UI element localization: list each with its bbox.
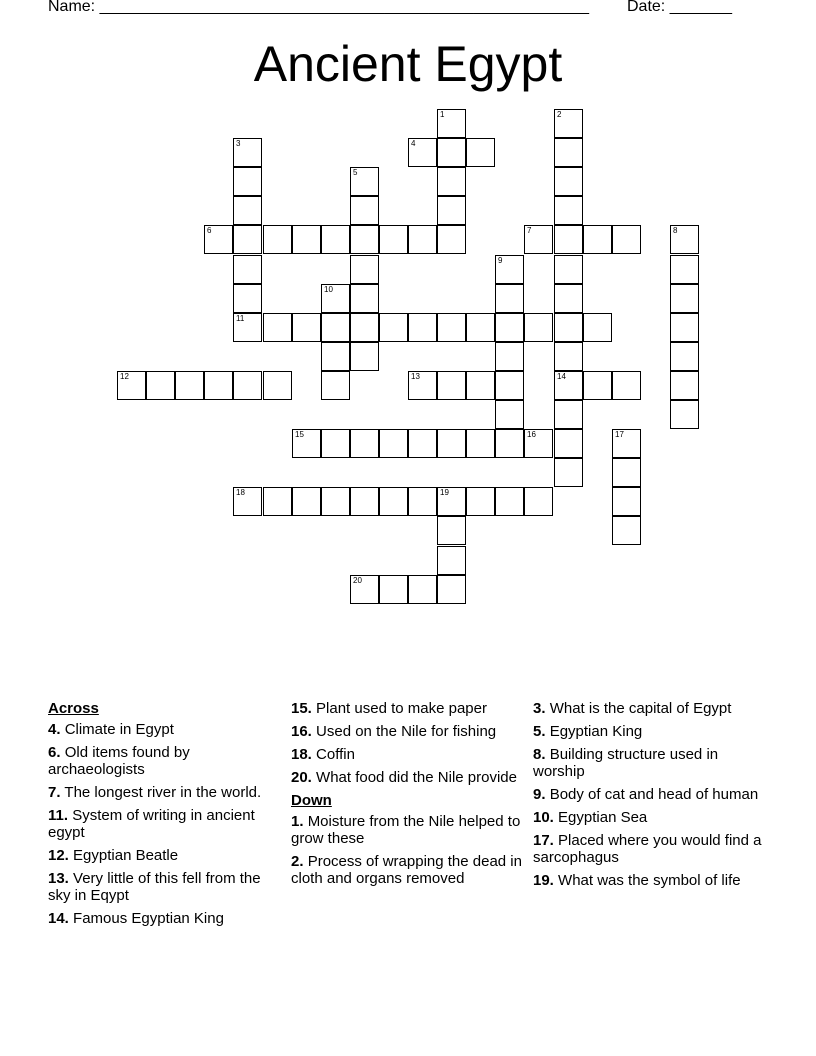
grid-cell[interactable]: [233, 371, 262, 400]
clue-number-label: 1.: [291, 813, 304, 830]
clue-text: Used on the Nile for fishing: [316, 723, 497, 740]
grid-cell[interactable]: [612, 516, 641, 545]
grid-cell[interactable]: [233, 196, 262, 225]
clue-number-label: 9.: [533, 786, 546, 803]
grid-cell[interactable]: [554, 138, 583, 167]
grid-cell[interactable]: [524, 429, 553, 458]
grid-cell[interactable]: [554, 196, 583, 225]
grid-cell[interactable]: [437, 196, 466, 225]
grid-cell[interactable]: [204, 225, 233, 254]
clue-number: 14: [557, 372, 566, 381]
clue-text: Famous Egyptian King: [73, 910, 224, 927]
grid-cell[interactable]: [612, 429, 641, 458]
clue-across-14: [48, 910, 280, 927]
grid-cell[interactable]: [321, 225, 350, 254]
grid-cell[interactable]: [321, 429, 350, 458]
name-line: _______________________________________________________: [99, 0, 589, 15]
clue-number: 11: [236, 314, 245, 323]
clue-number: 13: [411, 372, 420, 381]
grid-cell[interactable]: [350, 342, 379, 371]
clue-text: What food did the Nile provide: [316, 769, 517, 786]
grid-cell[interactable]: [263, 487, 292, 516]
grid-cell[interactable]: [554, 429, 583, 458]
clue-text: Body of cat and head of human: [549, 786, 759, 803]
grid-cell[interactable]: [466, 138, 495, 167]
clue-number-label: 11.: [48, 807, 69, 824]
grid-cell[interactable]: [204, 371, 233, 400]
clue-number-label: 14.: [48, 910, 69, 927]
grid-cell[interactable]: [321, 313, 350, 342]
clue-number-label: 20.: [291, 769, 312, 786]
grid-cell[interactable]: [554, 313, 583, 342]
grid-cell[interactable]: [554, 342, 583, 371]
grid-cell[interactable]: [437, 575, 466, 604]
clue-down-8: [533, 746, 765, 780]
grid-cell[interactable]: [670, 255, 699, 284]
clue-down-9: [533, 786, 765, 803]
grid-cell[interactable]: [583, 313, 612, 342]
grid-cell[interactable]: [554, 255, 583, 284]
grid-cell[interactable]: [437, 487, 466, 516]
grid-cell[interactable]: [612, 487, 641, 516]
clue-number: 4: [411, 139, 416, 148]
page-title: Ancient Egypt: [253, 36, 563, 92]
grid-cell[interactable]: [524, 487, 553, 516]
clue-down-1: [291, 813, 523, 847]
clue-number-label: 15.: [291, 700, 312, 717]
clue-text: System of writing in ancient egypt: [48, 807, 255, 841]
grid-cell[interactable]: [495, 400, 524, 429]
grid-cell[interactable]: [263, 225, 292, 254]
clue-number-label: 8.: [533, 746, 546, 763]
grid-cell[interactable]: [495, 313, 524, 342]
grid-cell[interactable]: [495, 487, 524, 516]
grid-cell[interactable]: [146, 371, 175, 400]
clue-across-15: [291, 700, 523, 717]
clue-text: The longest river in the world.: [64, 784, 262, 801]
clue-number-label: 3.: [533, 700, 546, 717]
grid-cell[interactable]: [495, 284, 524, 313]
clue-number-label: 7.: [48, 784, 61, 801]
grid-cell[interactable]: [612, 371, 641, 400]
clue-across-18: [291, 746, 523, 763]
grid-cell[interactable]: [233, 138, 262, 167]
clue-number: 5: [353, 168, 358, 177]
grid-cell[interactable]: [583, 225, 612, 254]
clue-number: 17: [615, 430, 624, 439]
grid-cell[interactable]: [437, 516, 466, 545]
grid-cell[interactable]: [321, 284, 350, 313]
clue-across-6: [48, 744, 280, 778]
clue-number: 2: [557, 110, 562, 119]
grid-cell[interactable]: [437, 109, 466, 138]
grid-cell[interactable]: [554, 284, 583, 313]
grid-cell[interactable]: [437, 429, 466, 458]
clue-number-label: 17.: [533, 832, 554, 849]
clue-across-13: [48, 870, 280, 904]
grid-cell[interactable]: [263, 313, 292, 342]
grid-cell[interactable]: [495, 429, 524, 458]
grid-cell[interactable]: [350, 487, 379, 516]
name-label: Name:: [48, 0, 100, 15]
grid-cell[interactable]: [495, 342, 524, 371]
clue-down-19: [533, 872, 765, 889]
grid-cell[interactable]: [379, 313, 408, 342]
grid-cell[interactable]: [321, 371, 350, 400]
grid-cell[interactable]: [233, 284, 262, 313]
clue-number-label: 5.: [533, 723, 546, 740]
clue-number-label: 12.: [48, 847, 69, 864]
grid-cell[interactable]: [350, 575, 379, 604]
clue-number-label: 10.: [533, 809, 554, 826]
clue-number: 1: [440, 110, 445, 119]
grid-cell[interactable]: [466, 487, 495, 516]
grid-cell[interactable]: [437, 138, 466, 167]
grid-cell[interactable]: [437, 371, 466, 400]
clue-number-label: 2.: [291, 853, 304, 870]
clue-column-3: [533, 700, 765, 895]
clue-number: 15: [295, 430, 304, 439]
clue-column-2: [291, 700, 523, 893]
grid-cell[interactable]: [408, 225, 437, 254]
clue-across-4: [48, 721, 280, 738]
grid-cell[interactable]: [612, 225, 641, 254]
clue-text: Moisture from the Nile helped to grow these: [291, 813, 521, 847]
clue-number-label: 18.: [291, 746, 312, 763]
clue-heading-down: Down: [291, 792, 332, 809]
grid-cell[interactable]: [408, 487, 437, 516]
grid-cell[interactable]: [233, 255, 262, 284]
grid-cell[interactable]: [554, 400, 583, 429]
clue-number: 3: [236, 139, 241, 148]
clue-number-label: 16.: [291, 723, 312, 740]
date-label: Date:: [627, 0, 670, 15]
grid-cell[interactable]: [554, 109, 583, 138]
grid-cell[interactable]: [379, 487, 408, 516]
grid-cell[interactable]: [466, 429, 495, 458]
grid-cell[interactable]: [350, 167, 379, 196]
clue-number: 16: [527, 430, 536, 439]
grid-cell[interactable]: [263, 371, 292, 400]
grid-cell[interactable]: [408, 575, 437, 604]
grid-cell[interactable]: [670, 342, 699, 371]
grid-cell[interactable]: [233, 167, 262, 196]
clue-across-16: [291, 723, 523, 740]
grid-cell[interactable]: [408, 429, 437, 458]
grid-cell[interactable]: [350, 255, 379, 284]
grid-cell[interactable]: [554, 458, 583, 487]
date-line: _______: [669, 0, 732, 15]
grid-cell[interactable]: [437, 167, 466, 196]
grid-cell[interactable]: [379, 225, 408, 254]
clue-text: Climate in Egypt: [64, 721, 174, 738]
grid-cell[interactable]: [233, 225, 262, 254]
clue-text: Building structure used in worship: [533, 746, 719, 780]
clue-down-2: [291, 853, 523, 887]
clue-text: Process of wrapping the dead in cloth and organs removed: [291, 853, 522, 887]
grid-cell[interactable]: [321, 342, 350, 371]
clue-text: Coffin: [316, 746, 355, 763]
grid-cell[interactable]: [466, 313, 495, 342]
clue-across-12: [48, 847, 280, 864]
grid-cell[interactable]: [495, 255, 524, 284]
clue-column-1: [48, 700, 280, 933]
grid-cell[interactable]: [495, 371, 524, 400]
clue-number-label: 4.: [48, 721, 61, 738]
grid-cell[interactable]: [554, 167, 583, 196]
clue-down-5: [533, 723, 765, 740]
grid-cell[interactable]: [350, 196, 379, 225]
grid-cell[interactable]: [408, 371, 437, 400]
clue-number: 9: [498, 256, 503, 265]
clue-text: Egyptian King: [549, 723, 643, 740]
grid-cell[interactable]: [350, 225, 379, 254]
grid-cell[interactable]: [350, 429, 379, 458]
clue-number: 10: [324, 285, 333, 294]
grid-cell[interactable]: [670, 313, 699, 342]
clue-across-20: [291, 769, 523, 786]
clue-number: 20: [353, 576, 362, 585]
grid-cell[interactable]: [350, 284, 379, 313]
grid-cell[interactable]: [233, 487, 262, 516]
grid-cell[interactable]: [670, 371, 699, 400]
grid-cell[interactable]: [612, 458, 641, 487]
grid-cell[interactable]: [554, 371, 583, 400]
clue-number: 12: [120, 372, 129, 381]
grid-cell[interactable]: [554, 225, 583, 254]
grid-cell[interactable]: [437, 225, 466, 254]
grid-cell[interactable]: [292, 225, 321, 254]
clue-number-label: 13.: [48, 870, 69, 887]
clue-number-label: 19.: [533, 872, 554, 889]
clue-down-17: [533, 832, 765, 866]
clue-number-label: 6.: [48, 744, 61, 761]
grid-cell[interactable]: [583, 371, 612, 400]
grid-cell[interactable]: [292, 487, 321, 516]
grid-cell[interactable]: [233, 313, 262, 342]
grid-cell[interactable]: [408, 138, 437, 167]
clue-down-10: [533, 809, 765, 826]
grid-cell[interactable]: [670, 225, 699, 254]
clue-text: What is the capital of Egypt: [549, 700, 732, 717]
clue-number: 6: [207, 226, 212, 235]
clue-number: 18: [236, 488, 245, 497]
clue-text: Placed where you would find a sarcophagus: [533, 832, 762, 866]
grid-cell[interactable]: [670, 284, 699, 313]
grid-cell[interactable]: [379, 575, 408, 604]
grid-cell[interactable]: [350, 313, 379, 342]
clue-text: Egyptian Sea: [558, 809, 648, 826]
grid-cell[interactable]: [670, 400, 699, 429]
clue-across-7: [48, 784, 280, 801]
grid-cell[interactable]: [117, 371, 146, 400]
clue-across-11: [48, 807, 280, 841]
grid-cell[interactable]: [408, 313, 437, 342]
clue-text: What was the symbol of life: [558, 872, 741, 889]
grid-cell[interactable]: [466, 371, 495, 400]
grid-cell[interactable]: [321, 487, 350, 516]
grid-cell[interactable]: [524, 225, 553, 254]
clue-number: 8: [673, 226, 678, 235]
clue-heading-across: Across: [48, 700, 99, 717]
clue-text: Old items found by archaeologists: [48, 744, 190, 778]
clue-text: Very little of this fell from the sky in Eqypt: [48, 870, 261, 904]
clue-number: 7: [527, 226, 532, 235]
grid-cell[interactable]: [292, 429, 321, 458]
grid-cell[interactable]: [292, 313, 321, 342]
grid-cell[interactable]: [437, 313, 466, 342]
clue-text: Egyptian Beatle: [73, 847, 179, 864]
clue-down-3: [533, 700, 765, 717]
grid-cell[interactable]: [437, 546, 466, 575]
clue-number: 19: [440, 488, 449, 497]
grid-cell[interactable]: [175, 371, 204, 400]
clue-text: Plant used to make paper: [316, 700, 487, 717]
grid-cell[interactable]: [524, 313, 553, 342]
grid-cell[interactable]: [379, 429, 408, 458]
